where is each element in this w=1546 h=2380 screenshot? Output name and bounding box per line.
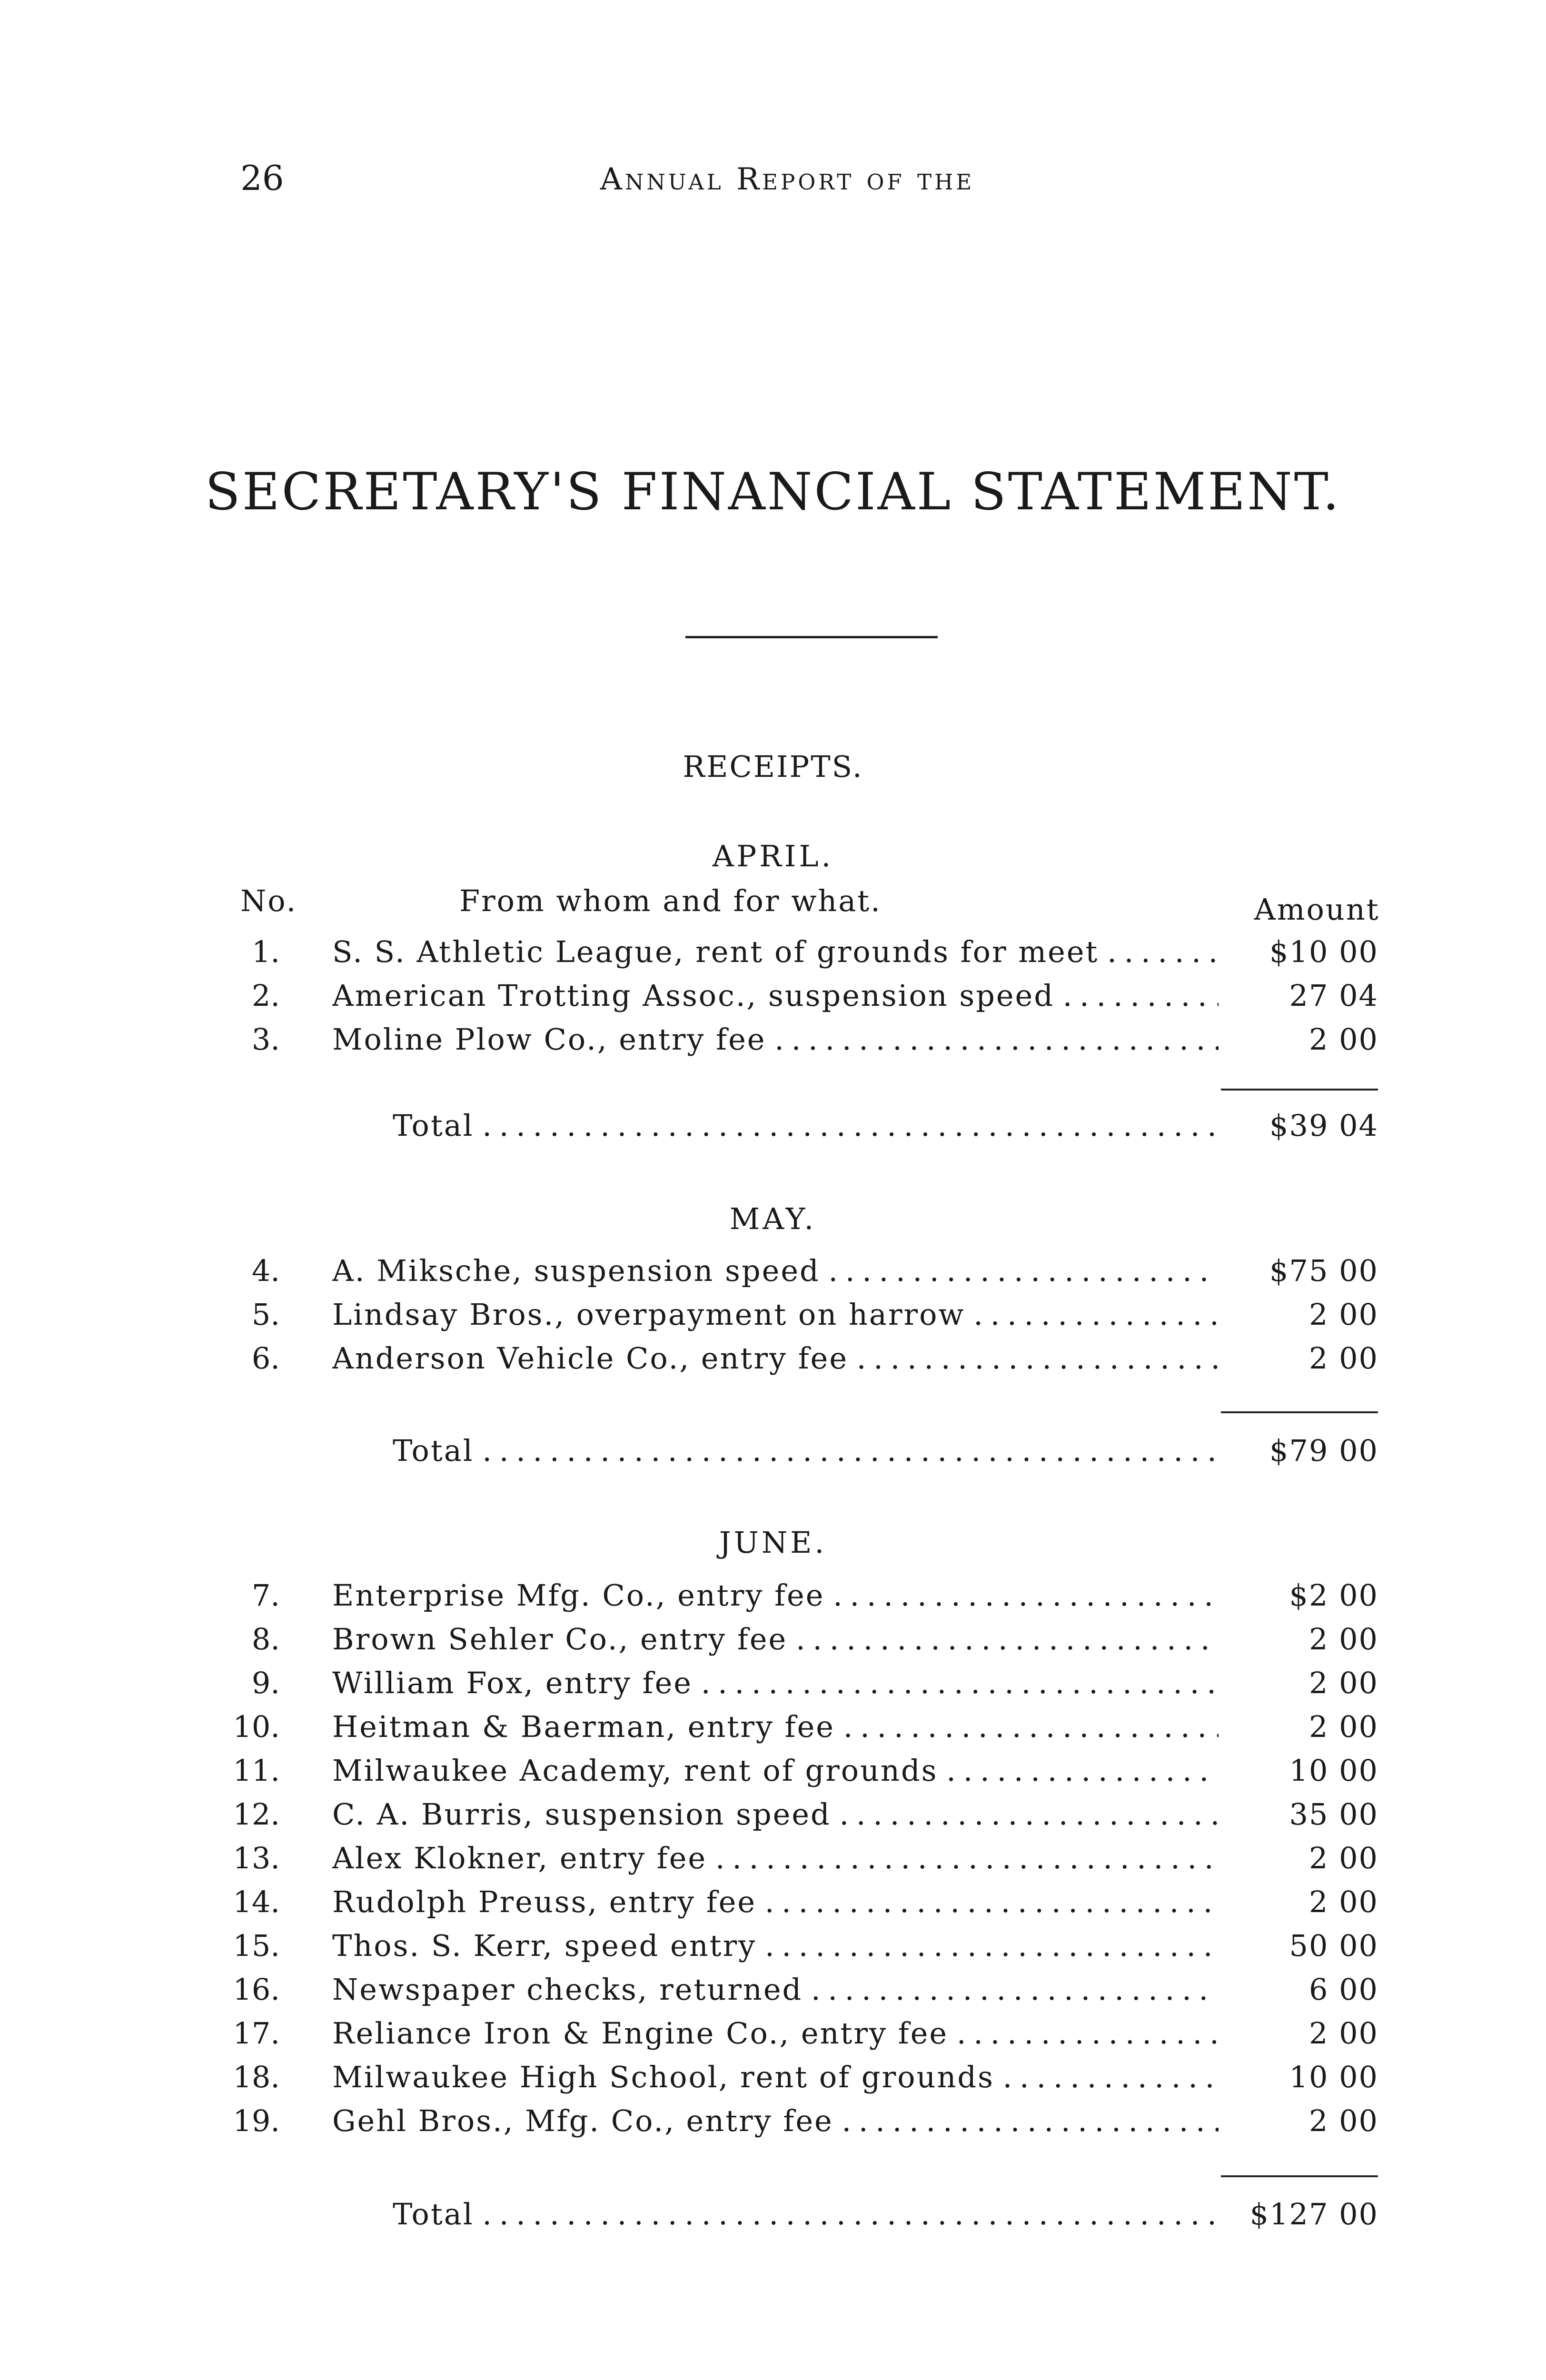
total-label: Total . . . — [393, 2195, 1219, 2233]
entry-number: 13. — [233, 1841, 280, 1875]
total-row — [0, 1432, 1546, 1470]
entry-number: 3. — [251, 1022, 280, 1057]
entry-description: Newspaper checks, returned . . . — [332, 1971, 1219, 2009]
table-row — [0, 1620, 1546, 1658]
entry-amount: $75 00 — [1269, 1253, 1378, 1288]
entry-number: 2. — [251, 978, 280, 1013]
total-row — [0, 1107, 1546, 1145]
entry-description: A. Miksche, suspension speed . . . — [332, 1252, 1219, 1290]
entry-description: William Fox, entry fee . . . — [332, 1664, 1219, 1702]
entry-amount: 50 00 — [1289, 1928, 1378, 1963]
entry-description: Heitman & Baerman, entry fee . . . — [332, 1708, 1219, 1746]
month-heading-june: JUNE. — [719, 1525, 827, 1560]
table-row — [0, 1708, 1546, 1746]
entry-number: 15. — [233, 1928, 280, 1963]
entry-description: Thos. S. Kerr, speed entry . . . — [332, 1927, 1219, 1965]
entry-number: 11. — [233, 1753, 280, 1788]
table-row — [0, 1296, 1546, 1334]
table-row — [0, 1839, 1546, 1877]
table-row — [0, 1752, 1546, 1790]
entry-number: 19. — [233, 2103, 280, 2138]
total-amount: $79 00 — [1269, 1433, 1378, 1468]
table-row — [0, 1883, 1546, 1921]
page-number: 26 — [240, 158, 284, 198]
title-divider — [685, 636, 938, 638]
total-amount: $127 00 — [1249, 2197, 1378, 2231]
table-row — [0, 1577, 1546, 1615]
total-label: Total . . . — [393, 1107, 1219, 1145]
table-row — [0, 1664, 1546, 1702]
total-label: Total . . . — [393, 1432, 1219, 1470]
table-row — [0, 2014, 1546, 2053]
entry-description: Lindsay Bros., overpayment on harrow . . . — [332, 1296, 1219, 1334]
entry-description: Anderson Vehicle Co., entry fee . . . — [332, 1339, 1219, 1378]
entry-amount: 2 00 — [1308, 1297, 1378, 1332]
total-amount: $39 04 — [1269, 1108, 1378, 1143]
sum-rule — [1221, 1411, 1378, 1413]
month-heading-april: APRIL. — [712, 839, 834, 873]
entry-description: Milwaukee Academy, rent of grounds . . . — [332, 1752, 1219, 1790]
table-row — [0, 1971, 1546, 2009]
entry-amount: 2 00 — [1308, 2016, 1378, 2051]
entry-number: 6. — [251, 1341, 280, 1376]
receipts-heading: RECEIPTS. — [683, 749, 863, 784]
entry-amount: 2 00 — [1308, 1709, 1378, 1744]
column-header-amount: Amount — [1254, 892, 1380, 927]
entry-amount: 10 00 — [1289, 1753, 1378, 1788]
table-row — [0, 1021, 1546, 1059]
entry-description: Brown Sehler Co., entry fee . . . — [332, 1620, 1219, 1658]
entry-number: 18. — [233, 2060, 280, 2094]
table-row — [0, 933, 1546, 971]
entry-description: American Trotting Assoc., suspension speed . . . — [332, 977, 1219, 1015]
month-heading-may: MAY. — [729, 1201, 817, 1236]
entry-description: Milwaukee High School, rent of grounds . . . — [332, 2058, 1219, 2096]
sum-rule — [1221, 1089, 1378, 1091]
entry-number: 4. — [251, 1253, 280, 1288]
entry-amount: 27 04 — [1289, 978, 1378, 1013]
entry-amount: 2 00 — [1308, 1341, 1378, 1376]
column-header-from: From whom and for what. — [459, 883, 882, 918]
entry-description: Moline Plow Co., entry fee . . . — [332, 1021, 1219, 1059]
table-row — [0, 2102, 1546, 2140]
entry-amount: 6 00 — [1308, 1972, 1378, 2007]
entry-amount: $2 00 — [1289, 1578, 1378, 1613]
entry-amount: 35 00 — [1289, 1797, 1378, 1832]
entry-amount: 2 00 — [1308, 1022, 1378, 1057]
entry-amount: $10 00 — [1269, 934, 1378, 969]
entry-amount: 2 00 — [1308, 1622, 1378, 1656]
entry-number: 12. — [233, 1797, 280, 1832]
table-row — [0, 1339, 1546, 1378]
entry-number: 9. — [251, 1666, 280, 1700]
entry-description: S. S. Athletic League, rent of grounds for meet . . . — [332, 933, 1219, 971]
entry-amount: 2 00 — [1308, 1884, 1378, 1919]
entry-amount: 2 00 — [1308, 1841, 1378, 1875]
table-row — [0, 1927, 1546, 1965]
entry-description: Rudolph Preuss, entry fee . . . — [332, 1883, 1219, 1921]
entry-number: 5. — [251, 1297, 280, 1332]
entry-amount: 2 00 — [1308, 2103, 1378, 2138]
entry-amount: 10 00 — [1289, 2060, 1378, 2094]
entry-amount: 2 00 — [1308, 1666, 1378, 1700]
entry-number: 8. — [251, 1622, 280, 1656]
entry-number: 7. — [251, 1578, 280, 1613]
running-head: Annual Report of the — [600, 162, 975, 197]
sum-rule — [1221, 2175, 1378, 2177]
statement-title: SECRETARY'S FINANCIAL STATEMENT. — [205, 462, 1341, 522]
entry-description: C. A. Burris, suspension speed . . . — [332, 1795, 1219, 1834]
entry-description: Reliance Iron & Engine Co., entry fee . . . — [332, 2014, 1219, 2053]
entry-description: Enterprise Mfg. Co., entry fee . . . — [332, 1577, 1219, 1615]
table-row — [0, 1795, 1546, 1834]
entry-number: 17. — [233, 2016, 280, 2051]
entry-description: Gehl Bros., Mfg. Co., entry fee . . . — [332, 2102, 1219, 2140]
entry-number: 14. — [233, 1884, 280, 1919]
entry-number: 10. — [233, 1709, 280, 1744]
table-row — [0, 977, 1546, 1015]
entry-number: 16. — [233, 1972, 280, 2007]
total-row — [0, 2195, 1546, 2233]
table-row — [0, 1252, 1546, 1290]
entry-description: Alex Klokner, entry fee . . . — [332, 1839, 1219, 1877]
entry-number: 1. — [251, 934, 280, 969]
column-header-no: No. — [240, 883, 297, 918]
table-row — [0, 2058, 1546, 2096]
